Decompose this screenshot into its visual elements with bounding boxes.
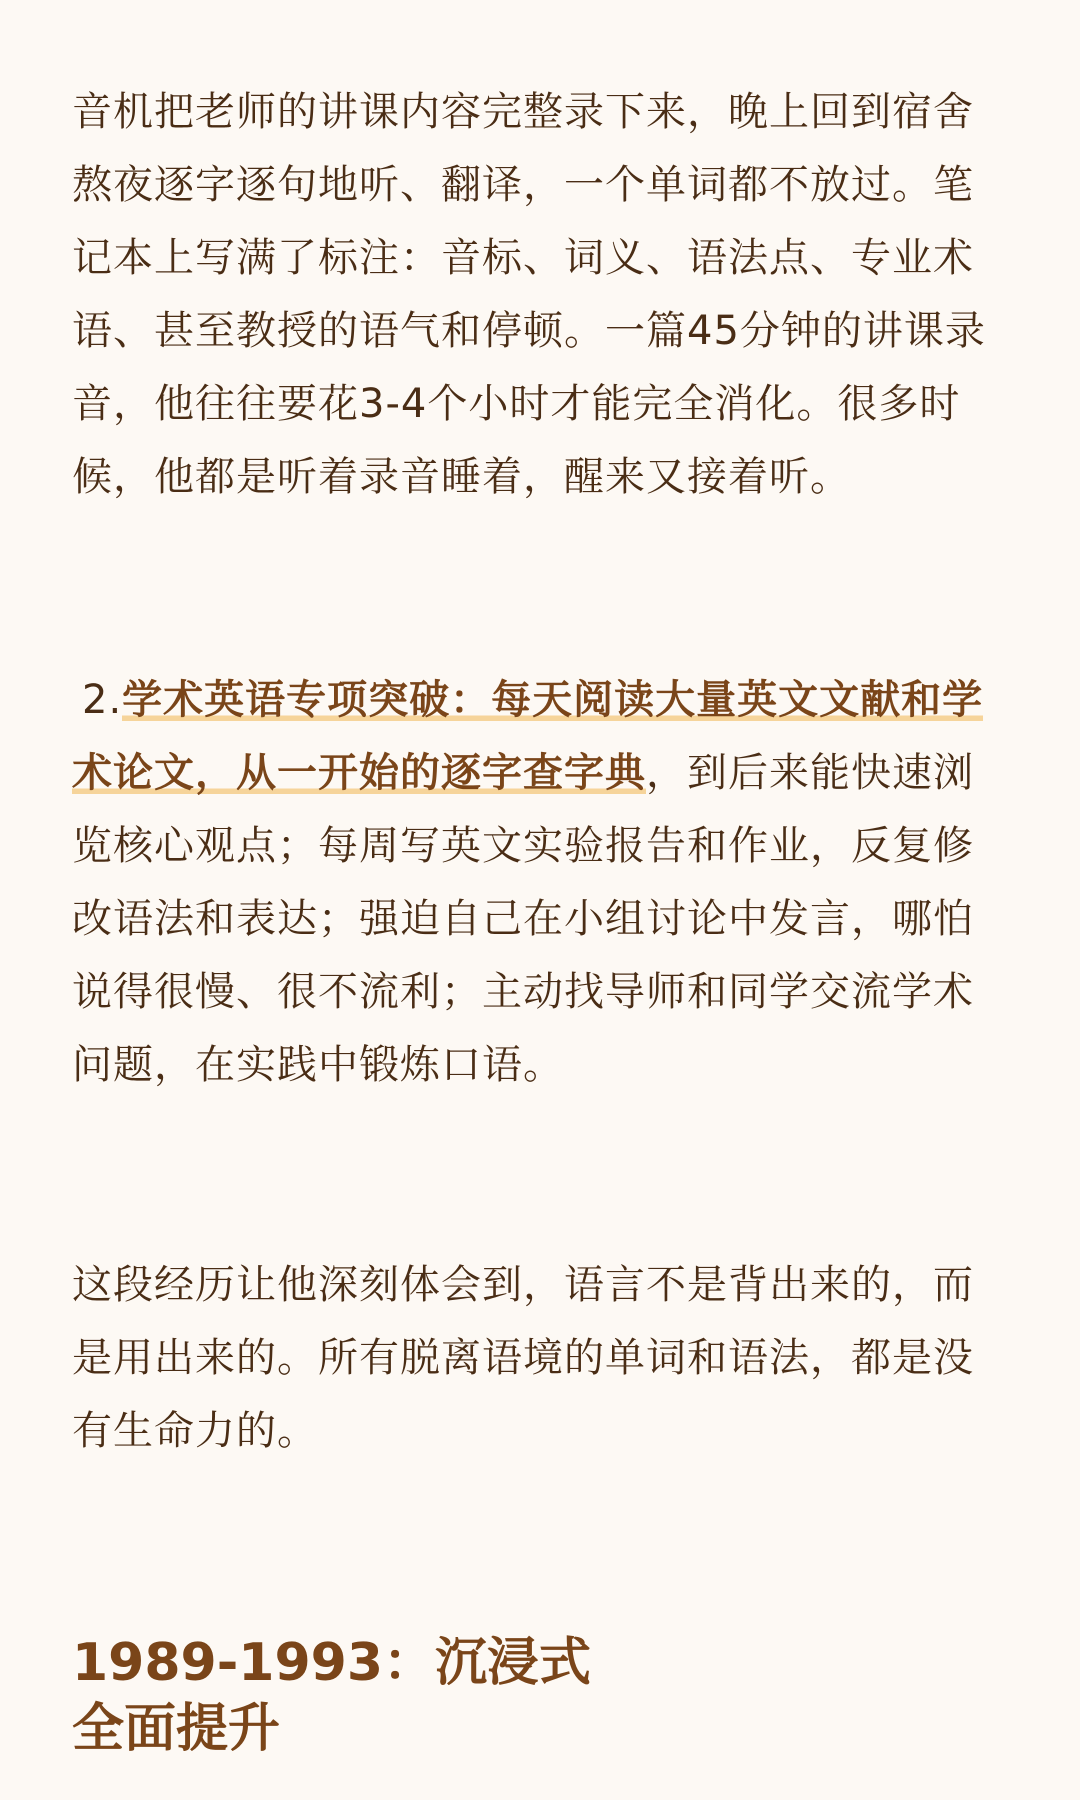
- paragraph-recording-study: 音机把老师的讲课内容完整录下来，晚上回到宿舍熬夜逐字逐句地听、翻译，一个单词都不放过。笔记本上写满了标注：音标、词义、语法点、专业术语、甚至教授的语气和停顿。一篇45分钟的讲课录音，他往往要花3-4个小时才能完全消化。很多时候，他都是听着录音睡着，醒来又接着听。: [72, 89, 986, 500]
- list-item-body: ，到后来能快速浏览核心观点；每周写英文实验报告和作业，反复修改语法和表达；强迫自己在小组讨论中发言，哪怕说得很慢、很不流利；主动找导师和同学交流学术问题，在实践中锻炼口语。: [72, 750, 974, 1088]
- list-item-academic-english: [72, 664, 1008, 1102]
- section-heading-line1: 1989-1993：沉浸式: [72, 1633, 592, 1693]
- list-item-number: 2.: [82, 677, 123, 723]
- highlighted-text: 学术英语专项突破：每天阅读大量英文文献和学术论文，从一开始的逐字查字典: [72, 677, 984, 796]
- paragraph-reflection: 这段经历让他深刻体会到，语言不是背出来的，而是用出来的。所有脱离语境的单词和语法，都是没有生命力的。: [72, 1262, 974, 1454]
- section-heading: [72, 1630, 1008, 1762]
- section-heading-line2: 全面提升: [72, 1699, 281, 1759]
